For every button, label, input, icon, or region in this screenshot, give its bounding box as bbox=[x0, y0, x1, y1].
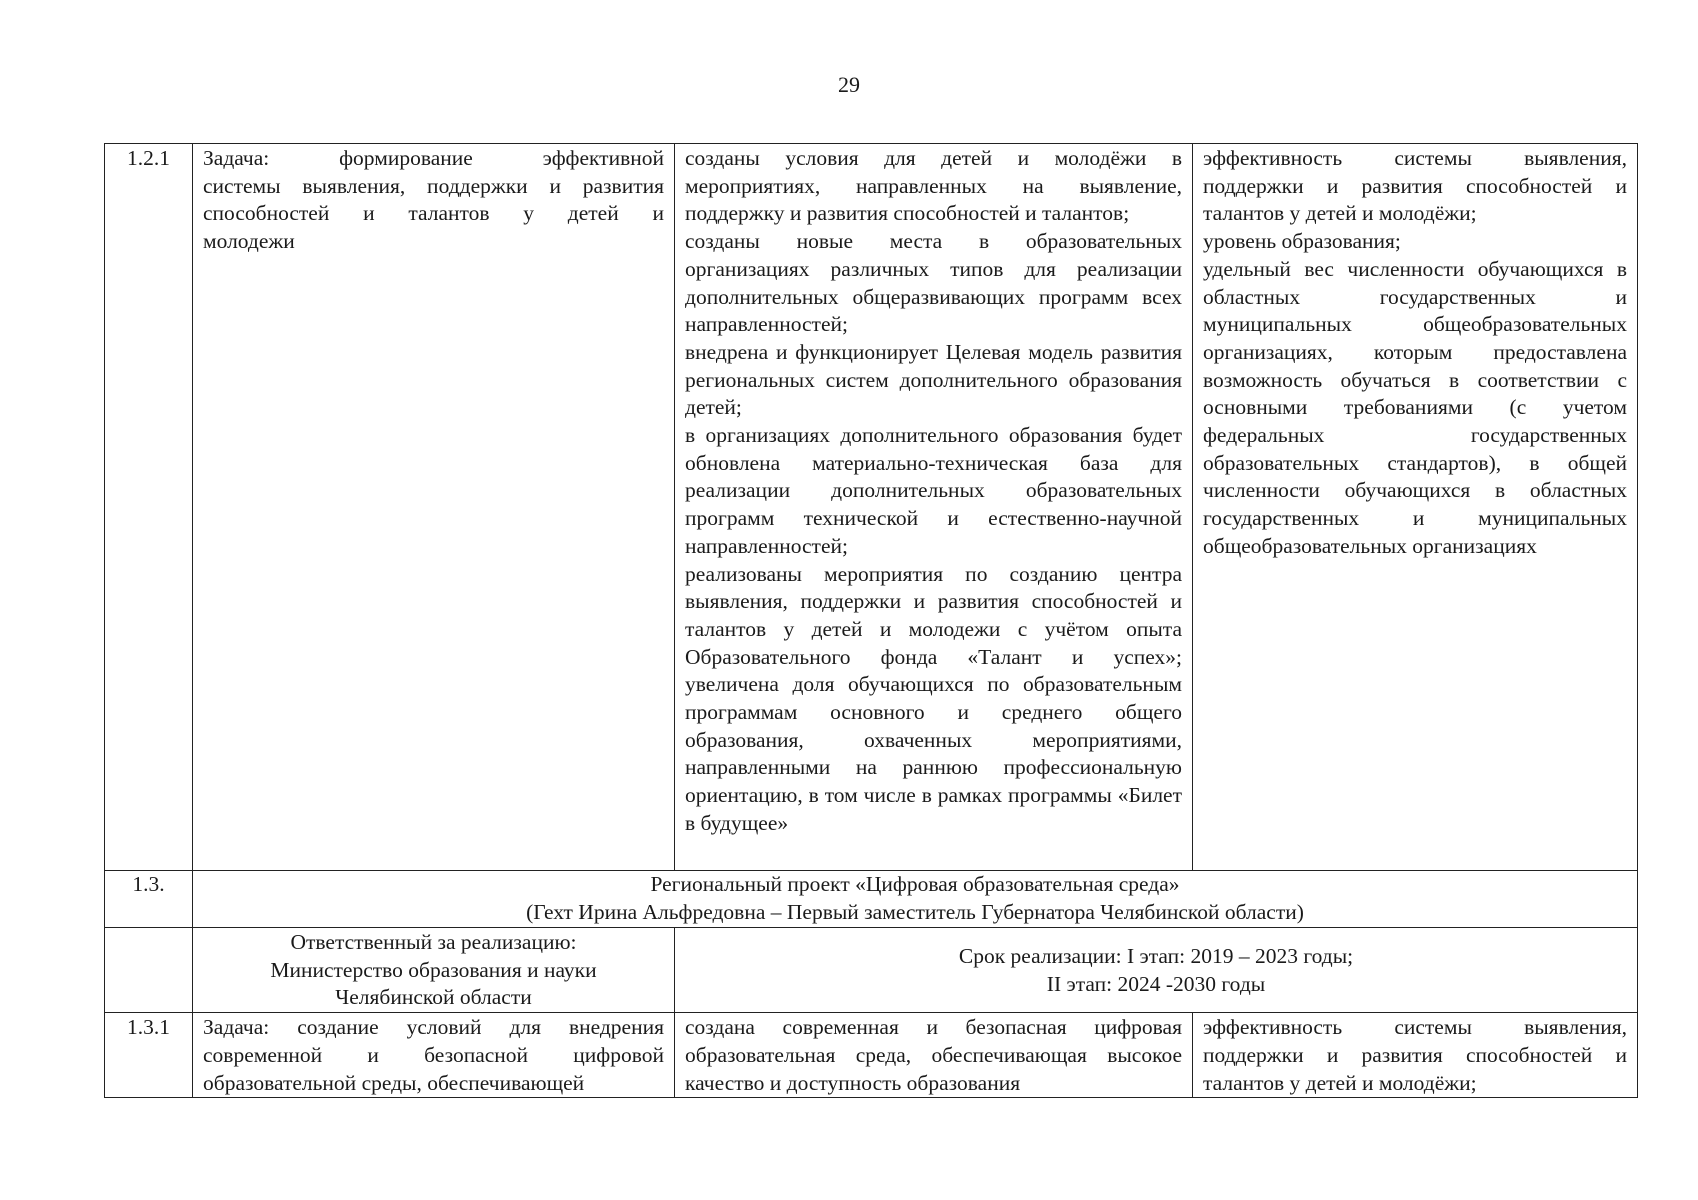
task-line: способностей и талантов у детей и bbox=[203, 201, 664, 226]
task-line: системы выявления, поддержки и развития bbox=[203, 173, 664, 198]
responsible-line: Челябинской области bbox=[335, 985, 532, 1010]
row-number-cell: 1.3. bbox=[105, 871, 193, 928]
table-row-1-3-1 bbox=[105, 1013, 1638, 1098]
responsible-line: Ответственный за реализацию: bbox=[290, 930, 577, 954]
implementation-term-cell bbox=[675, 928, 1638, 1013]
responsible-line: Министерство образования и науки bbox=[270, 957, 597, 982]
project-head: (Гехт Ирина Альфредовна – Первый заместитель Губернатора Челябинской области) bbox=[526, 899, 1304, 924]
indicator-item: удельный вес численности обучающихся в областных государственных и муниципальных общеобразовательных организациях, которым предоставлена возможность обучаться в соответствии с основными требованиями (с учетом федеральных государственных образовательных стандартов), в общей численности обучающихся в областных государственных и муниципальных общеобразовательных организациях bbox=[1203, 256, 1627, 558]
indicator-item: эффективность системы выявления, поддержки и развития способностей и талантов у детей и молодёжи; bbox=[1203, 146, 1627, 226]
indicators-cell: эффективность системы выявления, поддержки и развития способностей и талантов у детей и молодёжи; bbox=[1193, 1013, 1638, 1098]
task-cell bbox=[193, 144, 675, 871]
empty-number-cell bbox=[105, 928, 193, 1013]
project-title: Региональный проект «Цифровая образовательная среда» bbox=[650, 872, 1180, 896]
responsible-cell bbox=[193, 928, 675, 1013]
result-item: созданы условия для детей и молодёжи в мероприятиях, направленных на выявление, поддержку и развития способностей и талантов; bbox=[685, 146, 1182, 226]
table-row-1-3-responsible bbox=[105, 928, 1638, 1013]
result-item: внедрена и функционирует Целевая модель развития региональных систем дополнительного образования детей; bbox=[685, 339, 1182, 420]
task-cell: Задача: создание условий для внедрения современной и безопасной цифровой образовательной среды, обеспечивающей bbox=[193, 1013, 675, 1098]
indicators-cell bbox=[1193, 144, 1638, 871]
page-number: 29 bbox=[838, 72, 860, 97]
row-number-cell: 1.2.1 bbox=[105, 144, 193, 871]
indicator-item: уровень образования; bbox=[1203, 229, 1401, 254]
results-cell bbox=[675, 144, 1193, 871]
project-heading-cell bbox=[193, 871, 1638, 928]
term-line: II этап: 2024 -2030 годы bbox=[1046, 971, 1266, 996]
table-row-1-3-project bbox=[105, 871, 1638, 928]
row-number-cell: 1.3.1 bbox=[105, 1013, 193, 1098]
task-line: молодежи bbox=[203, 229, 295, 254]
term-line: Срок реализации: I этап: 2019 – 2023 годы; bbox=[958, 943, 1354, 968]
result-item: созданы новые места в образовательных организациях различных типов для реализации дополнительных общеразвивающих программ всех направленностей; bbox=[685, 229, 1182, 337]
result-item: в организациях дополнительного образования будет обновлена материально-техническая база для реализации дополнительных образовательных программ технической и естественно-научной направленностей; bbox=[685, 423, 1182, 558]
task-line: Задача: формирование эффективной bbox=[203, 146, 664, 170]
results-cell: создана современная и безопасная цифровая образовательная среда, обеспечивающая высокое качество и доступность образования bbox=[675, 1013, 1193, 1098]
table-row-1-2-1 bbox=[105, 144, 1638, 871]
program-table bbox=[104, 143, 1638, 1098]
result-item: реализованы мероприятия по созданию центра выявления, поддержки и развития способностей и талантов у детей и молодежи с учётом опыта Образовательного фонда «Талант и успех»; увеличена доля обучающихся по образовательным программам основного и среднего общего образования, охваченных мероприятиями, направленными на раннюю профессиональную ориентацию, в том числе в рамках программы «Билет в будущее» bbox=[685, 561, 1182, 835]
